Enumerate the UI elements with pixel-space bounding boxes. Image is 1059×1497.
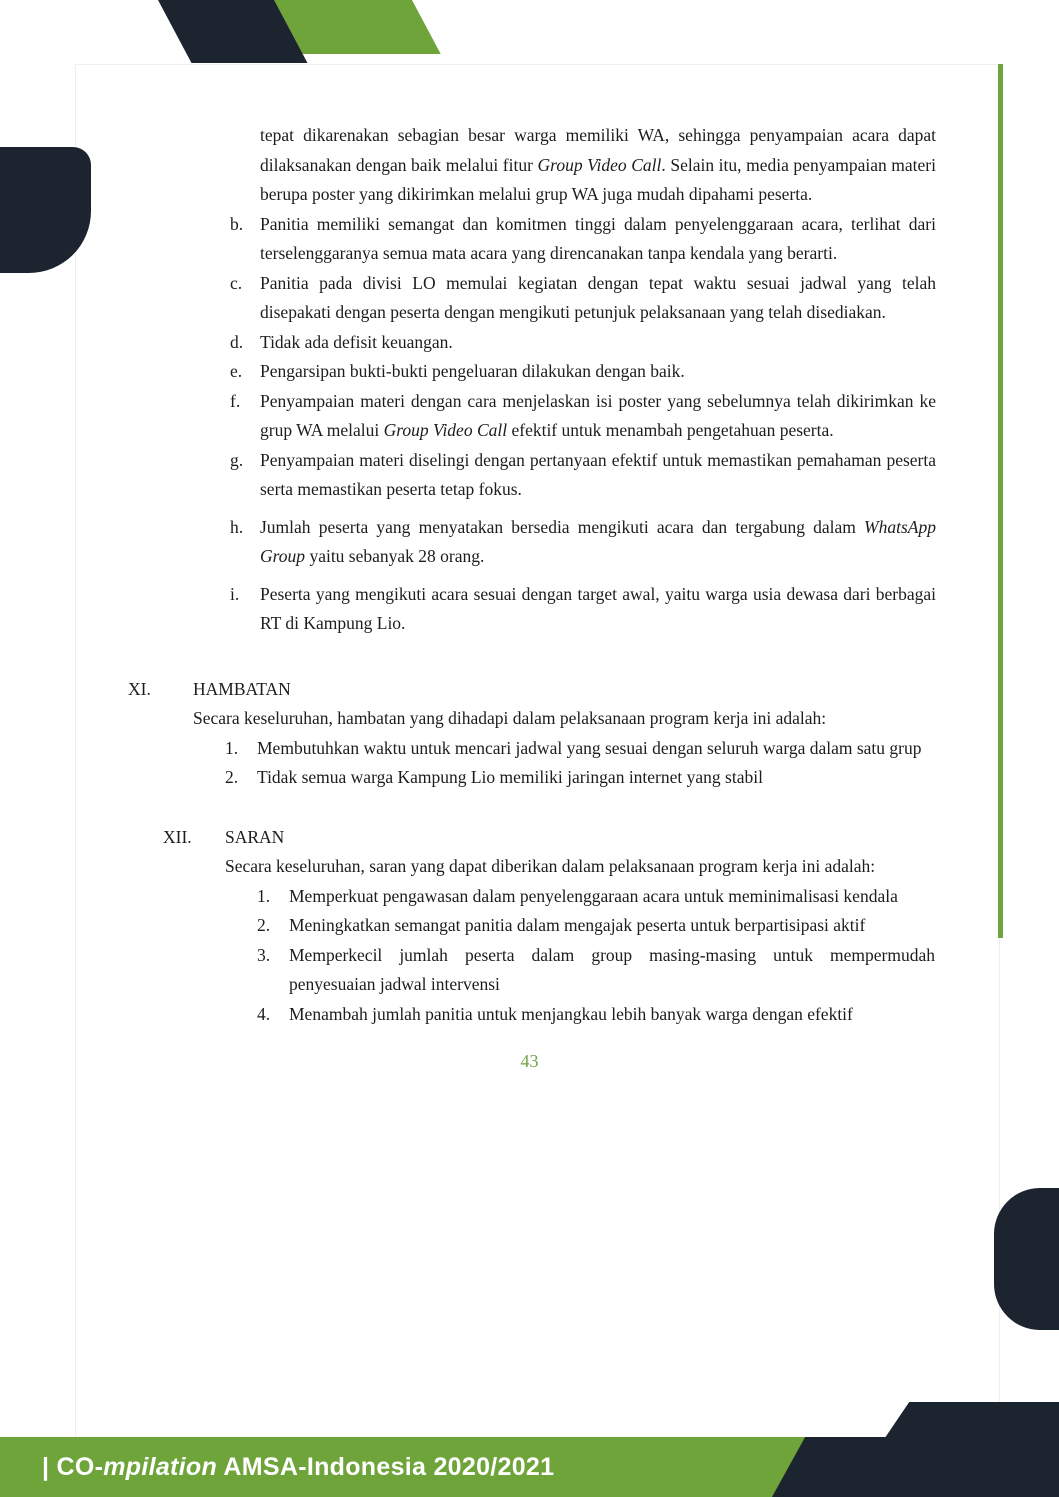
paragraph-intro: [260, 121, 936, 210]
item-label: f.: [230, 390, 241, 411]
item-label: d.: [230, 331, 244, 352]
footer-title: [42, 1437, 554, 1497]
item-label: h.: [230, 516, 244, 537]
item-text-segment: Jumlah peserta yang menyatakan bersedia mengikuti acara dan tergabung dalam: [260, 516, 865, 537]
item-number: 2.: [225, 767, 239, 787]
footer-italic-segment: mpilation: [103, 1453, 218, 1481]
section-intro: Secara keseluruhan, hambatan yang dihadapi dalam pelaksanaan program kerja ini adalah:: [193, 708, 827, 728]
numbered-item: [257, 911, 935, 941]
item-label: i.: [230, 583, 240, 604]
lettered-item-g: [230, 446, 936, 505]
item-text: [260, 513, 936, 572]
item-number: 3.: [257, 944, 271, 965]
section-hambatan: [128, 675, 1059, 793]
paragraph-text-segment: tepat dikarenakan sebagian besar warga memiliki WA, sehingga penyampaian acara dapat dilaksanakan dengan baik melalui fitur: [260, 125, 936, 175]
item-text: Meningkatkan semangat panitia dalam mengajak peserta untuk berpartisipasi aktif: [289, 915, 866, 935]
section-title: HAMBATAN: [193, 678, 291, 699]
item-label: e.: [230, 361, 243, 381]
lettered-item-f: [230, 387, 936, 446]
numbered-item: [225, 734, 935, 764]
item-label: b.: [230, 213, 244, 234]
paragraph-text-segment: . Selain itu, media penyampaian materi berupa poster yang dikirimkan melalui grup WA juga mudah dipahami peserta.: [260, 154, 936, 204]
item-text: Memperkecil jumlah peserta dalam group masing-masing untuk mempermudah penyesuaian jadwal intervensi: [289, 944, 935, 994]
item-text: Tidak semua warga Kampung Lio memiliki jaringan internet yang stabil: [257, 767, 763, 787]
item-text: [260, 387, 936, 446]
item-text: Penyampaian materi diselingi dengan pertanyaan efektif untuk memastikan pemahaman peserta serta memastikan peserta tetap fokus.: [260, 449, 936, 499]
paragraph-italic-segment: Group Video Call: [537, 154, 662, 175]
document-content: [0, 121, 1059, 1077]
item-number: 1.: [257, 885, 271, 906]
numbered-item: [225, 763, 935, 793]
item-label: c.: [230, 272, 243, 293]
item-text: Membutuhkan waktu untuk mencari jadwal yang sesuai dengan seluruh warga dalam satu grup: [257, 737, 922, 758]
section-numeral: XI.: [128, 678, 151, 699]
decoration-right-navy-shape: [994, 1188, 1059, 1330]
lettered-item-d: [230, 328, 936, 358]
item-text: Panitia memiliki semangat dan komitmen tinggi dalam penyelenggaraan acara, terlihat dari terselenggaranya semua mata acara yang direncanakan tanpa kendala yang berarti.: [260, 213, 936, 263]
lettered-item-h: [230, 513, 936, 572]
section-heading: [163, 823, 1059, 853]
item-text: Memperkuat pengawasan dalam penyelenggaraan acara untuk meminimalisasi kendala: [289, 885, 898, 906]
section-heading: [128, 675, 1059, 705]
lettered-item-c: [230, 269, 936, 328]
item-text: Peserta yang mengikuti acara sesuai dengan target awal, yaitu warga usia dewasa dari berbagai RT di Kampung Lio.: [260, 583, 936, 633]
section-title: SARAN: [225, 826, 285, 847]
item-label: g.: [230, 449, 244, 470]
footer-text-segment: | CO-: [42, 1453, 104, 1481]
item-italic-segment: Group Video Call: [383, 420, 508, 440]
section-numeral: XII.: [163, 826, 192, 847]
item-number: 4.: [257, 1003, 271, 1024]
numbered-item: [257, 1000, 935, 1030]
numbered-item: [257, 882, 935, 912]
item-text-segment: Penyampaian materi dengan cara menjelaskan isi poster yang sebelumnya telah dikirimkan ke grup WA melalui: [260, 390, 936, 440]
item-italic-segment: WhatsApp Group: [260, 516, 936, 566]
lettered-item-i: [230, 580, 936, 639]
footer-text-segment: AMSA-Indonesia 2020/2021: [217, 1453, 555, 1481]
item-text: Pengarsipan bukti-bukti pengeluaran dilakukan dengan baik.: [260, 361, 685, 381]
item-number: 1.: [225, 737, 239, 758]
item-text: Menambah jumlah panitia untuk menjangkau lebih banyak warga dengan efektif: [289, 1003, 853, 1024]
item-text: Panitia pada divisi LO memulai kegiatan dengan tepat waktu sesuai jadwal yang telah disepakati dengan peserta dengan mengikuti petunjuk pelaksanaan yang telah disediakan.: [260, 272, 936, 322]
item-text: Tidak ada defisit keuangan.: [260, 331, 453, 352]
item-number: 2.: [257, 915, 271, 935]
item-text-segment: yaitu sebanyak 28 orang.: [305, 546, 485, 566]
section-saran: [163, 823, 1059, 1030]
numbered-item: [257, 941, 935, 1000]
item-text-segment: efektif untuk menambah pengetahuan peserta.: [507, 420, 834, 440]
section-intro: Secara keseluruhan, saran yang dapat diberikan dalam pelaksanaan program kerja ini adalah:: [225, 856, 876, 876]
page-number: 43: [520, 1051, 539, 1071]
lettered-item-e: [230, 357, 936, 387]
lettered-item-b: [230, 210, 936, 269]
